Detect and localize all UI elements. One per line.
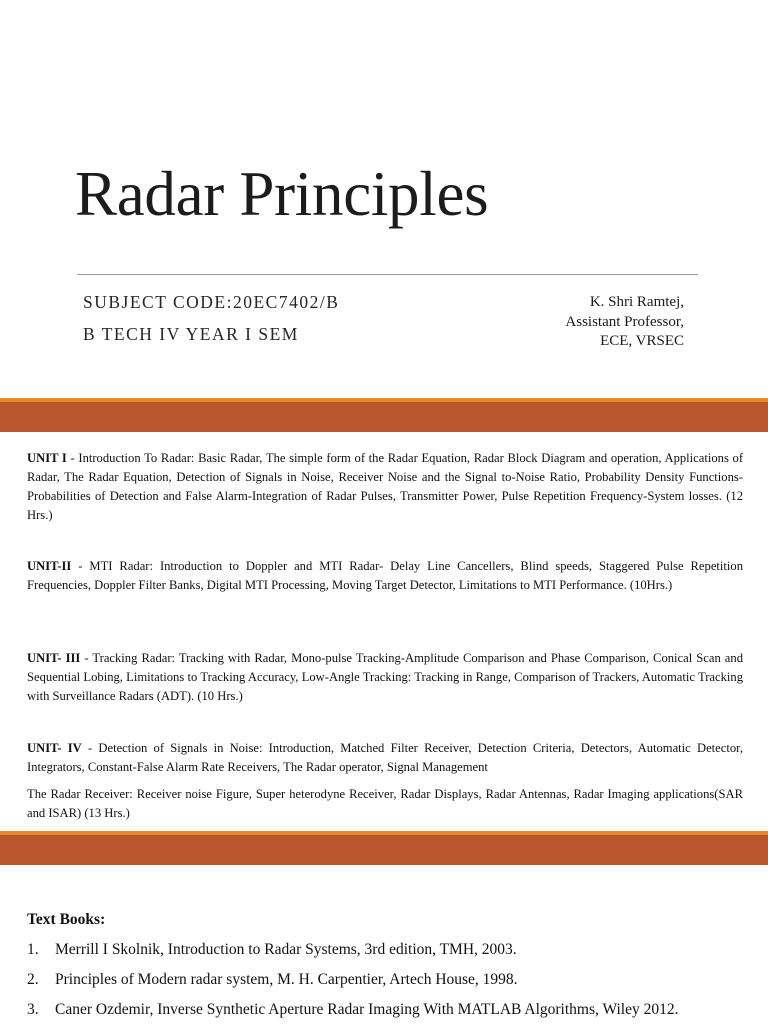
unit-3-description [27,649,743,706]
list-number: 2. [27,971,39,988]
list-number: 3. [27,1001,39,1018]
unit-4-description [27,739,743,777]
title-divider [77,274,698,275]
unit-label: UNIT I [27,451,67,465]
page-title: Radar Principles [75,159,489,229]
textbook-text: Merrill I Skolnik, Introduction to Radar Systems, 3rd edition, TMH, 2003. [55,941,517,958]
course-year: B TECH IV YEAR I SEM [83,324,299,344]
unit-text: - Detection of Signals in Noise: Introduction, Matched Filter Receiver, Detection Criteria, Detectors, Automatic Detector, Integrators, Constant-False Alarm Rate Receivers, The Radar operator, Signal Management [27,741,743,774]
unit-4-continuation: The Radar Receiver: Receiver noise Figure, Super heterodyne Receiver, Radar Displays, Radar Antennas, Radar Imaging applications(SAR and ISAR) (13 Hrs.) [27,787,743,820]
textbooks-heading: Text Books: [27,911,106,928]
author-department: ECE, VRSEC [600,333,684,349]
subject-code: SUBJECT CODE:20EC7402/B [83,292,340,312]
unit-1-description [27,449,743,525]
unit-text: - Tracking Radar: Tracking with Radar, Mono-pulse Tracking-Amplitude Comparison and Phase Comparison, Conical Scan and Sequential Lobing, Limitations to Tracking Accuracy, Low-Angle Tracking: Tracking in Range, Comparison of Trackers, Automatic Tracking with Surveillance Radars (ADT). (10 Hrs.) [27,651,743,703]
list-number: 1. [27,941,39,958]
unit-2-description [27,557,743,595]
band-stripe [0,831,768,835]
textbook-item [27,971,518,989]
unit-text: - MTI Radar: Introduction to Doppler and MTI Radar- Delay Line Cancellers, Blind speeds, Staggered Pulse Repetition Frequencies, Doppler Filter Banks, Digital MTI Processing, Moving Target Detector, Limitations to MTI Performance. (10Hrs.) [27,559,743,592]
unit-label: UNIT- III [27,651,81,665]
textbook-text: Caner Ozdemir, Inverse Synthetic Aperture Radar Imaging With MATLAB Algorithms, Wiley 2012. [55,1001,679,1018]
textbook-text: Principles of Modern radar system, M. H. Carpentier, Artech House, 1998. [55,971,518,988]
author-block [565,293,684,352]
unit-text: - Introduction To Radar: Basic Radar, The simple form of the Radar Equation, Radar Block Diagram and operation, Applications of Radar, The Radar Equation, Detection of Signals in Noise, Receiver Noise and the Signal to-Noise Ratio, Probability Density Functions- Probabilities of Detection and False Alarm-Integration of Radar Pulses, Transmitter Power, Pulse Repetition Frequency-System losses. (12 Hrs.) [27,451,744,522]
author-name: K. Shri Ramtej, [589,294,684,310]
band-stripe [0,398,768,402]
textbook-item [27,941,517,959]
author-designation: Assistant Professor, [565,313,684,330]
textbook-item [27,1001,678,1019]
unit-label: UNIT- IV [27,741,82,755]
decorative-band-top [0,398,768,432]
decorative-band-bottom [0,831,768,865]
unit-label: UNIT-II [27,559,72,573]
